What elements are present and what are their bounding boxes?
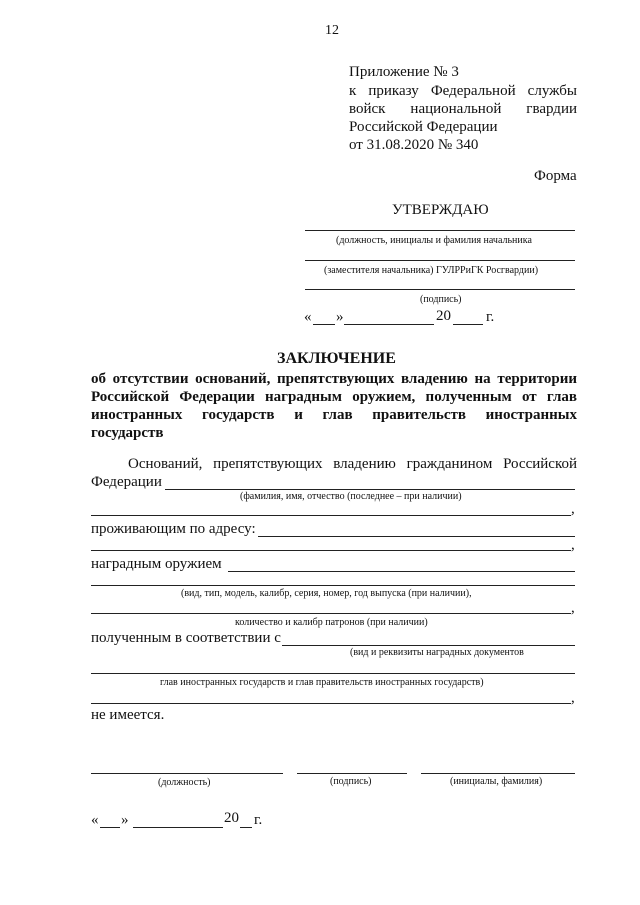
approve-line-1 bbox=[305, 230, 575, 231]
name-caption: (инициалы, фамилия) bbox=[450, 776, 543, 787]
comma-2: , bbox=[571, 537, 575, 553]
approve-caption-3: (подпись) bbox=[420, 294, 462, 305]
title-line-3: иностранных государств и глав правительств иностранных bbox=[91, 407, 577, 423]
sign-date-open: « bbox=[91, 812, 99, 828]
approve-year-prefix: 20 bbox=[436, 308, 451, 324]
approve-caption-1: (должность, инициалы и фамилия начальника bbox=[336, 235, 532, 246]
documents-line-2 bbox=[91, 703, 571, 704]
title-main: ЗАКЛЮЧЕНИЕ bbox=[277, 350, 396, 367]
sign-month-line bbox=[133, 827, 223, 828]
approve-line-3 bbox=[305, 289, 575, 290]
title-line-4: государств bbox=[91, 425, 164, 441]
weapon-label: наградным оружием bbox=[91, 556, 222, 572]
comma-4: , bbox=[571, 690, 575, 706]
received-line bbox=[282, 645, 575, 646]
fio-line bbox=[165, 489, 575, 490]
appendix-line-3: Российской Федерации bbox=[349, 119, 498, 135]
form-label: Форма bbox=[534, 168, 577, 184]
position-line bbox=[91, 773, 283, 774]
body-federation: Федерации bbox=[91, 474, 162, 490]
sign-year-line bbox=[240, 827, 252, 828]
appendix-line-2: войск национальной гвардии bbox=[349, 101, 577, 117]
title-line-1: об отсутствии оснований, препятствующих владению на территории bbox=[91, 371, 577, 387]
approve-month-line bbox=[344, 324, 434, 325]
approve-year-suffix: г. bbox=[486, 309, 495, 325]
comma-1: , bbox=[571, 501, 575, 517]
appendix-title: Приложение № 3 bbox=[349, 64, 459, 80]
sign-line bbox=[297, 773, 407, 774]
approve-heading: УТВЕРЖДАЮ bbox=[392, 202, 489, 218]
weapon-line-2 bbox=[91, 585, 575, 586]
sign-date-close: » bbox=[121, 812, 129, 828]
not-present-text: не имеется. bbox=[91, 707, 165, 723]
approve-line-2 bbox=[305, 260, 575, 261]
sign-caption: (подпись) bbox=[330, 776, 372, 787]
comma-3: , bbox=[571, 600, 575, 616]
approve-year-line bbox=[453, 324, 483, 325]
approve-day-line bbox=[313, 324, 335, 325]
heads-caption: глав иностранных государств и глав правительств иностранных государств) bbox=[160, 677, 484, 688]
cartridges-caption: количество и калибр патронов (при наличии) bbox=[235, 617, 428, 628]
appendix-line-4: от 31.08.2020 № 340 bbox=[349, 137, 479, 153]
fio-line-2 bbox=[91, 515, 571, 516]
name-line bbox=[421, 773, 575, 774]
received-label: полученным в соответствии с bbox=[91, 630, 281, 646]
address-label: проживающим по адресу: bbox=[91, 521, 256, 537]
approve-date-close: » bbox=[336, 309, 344, 325]
sign-year-suffix: г. bbox=[254, 812, 263, 828]
address-line bbox=[258, 536, 575, 537]
documents-caption: (вид и реквизиты наградных документов bbox=[350, 647, 524, 658]
weapon-line-3 bbox=[91, 613, 571, 614]
weapon-caption: (вид, тип, модель, калибр, серия, номер, год выпуска (при наличии), bbox=[181, 588, 472, 599]
position-caption: (должность) bbox=[158, 777, 211, 788]
approve-date-open: « bbox=[304, 309, 312, 325]
approve-caption-2: (заместителя начальника) ГУЛРРиГК Росгвардии) bbox=[324, 265, 539, 276]
body-paragraph-1: Оснований, препятствующих владению гражданином Российской bbox=[128, 456, 577, 472]
sign-year-prefix: 20 bbox=[224, 810, 239, 826]
page-number: 12 bbox=[325, 23, 339, 38]
appendix-line-1: к приказу Федеральной службы bbox=[349, 83, 577, 99]
title-line-2: Российской Федерации наградным оружием, полученным от глав bbox=[91, 389, 577, 405]
address-line-2 bbox=[91, 550, 571, 551]
fio-caption: (фамилия, имя, отчество (последнее – при наличии) bbox=[240, 491, 462, 502]
documents-line bbox=[91, 673, 575, 674]
sign-day-line bbox=[100, 827, 120, 828]
weapon-line bbox=[228, 571, 575, 572]
